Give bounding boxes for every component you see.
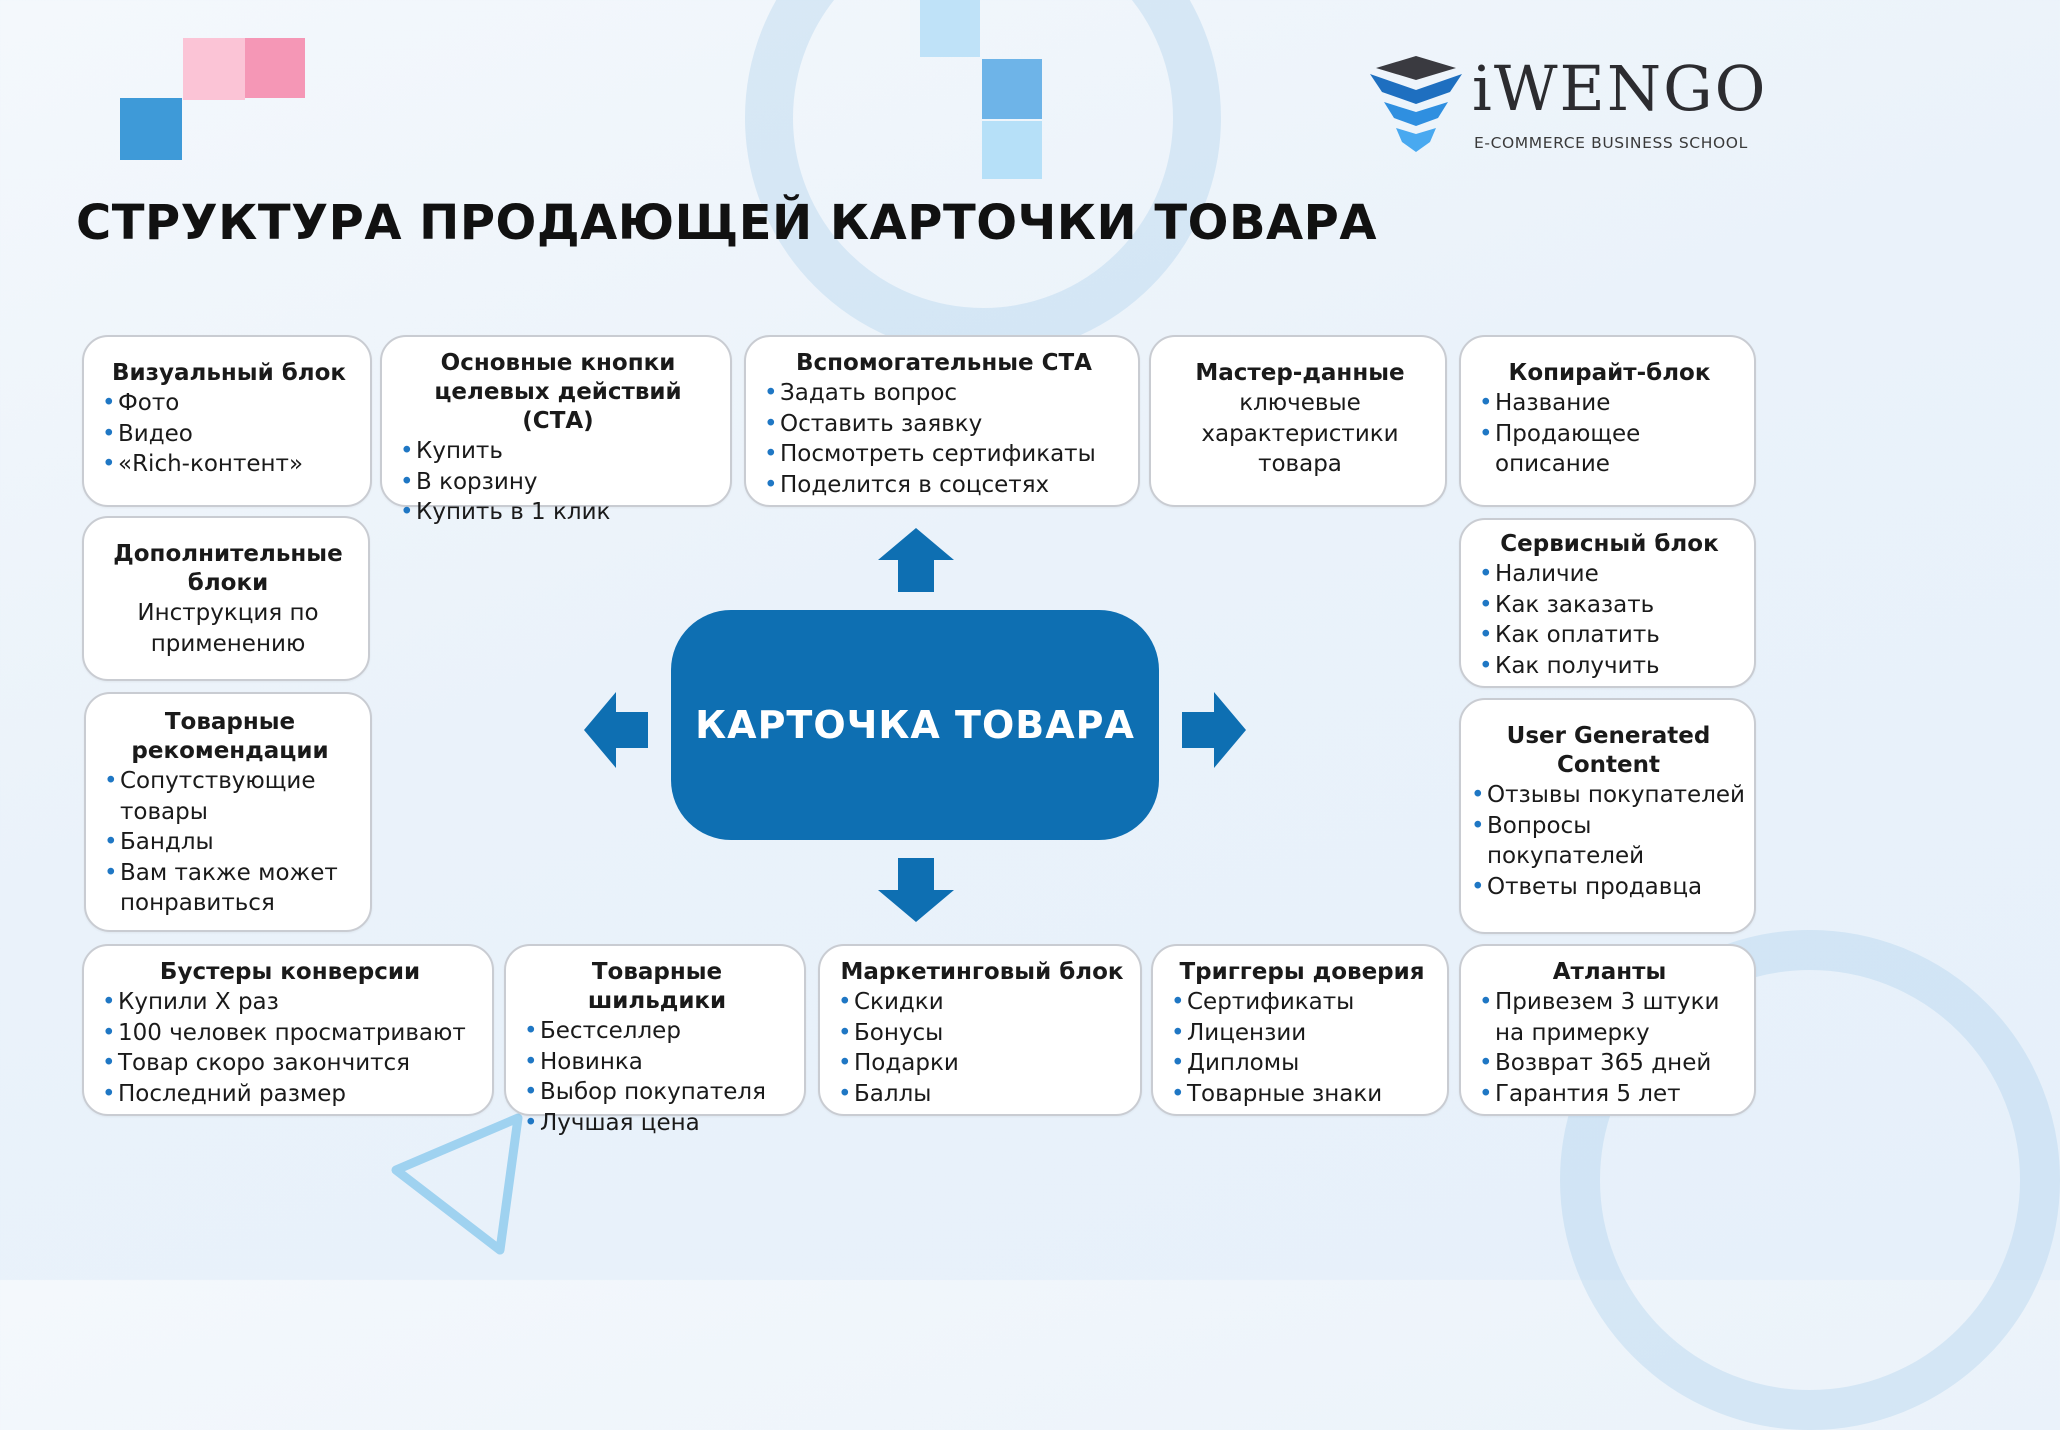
list-item: • Фото bbox=[102, 388, 356, 419]
list-item: • Сопутствующие товары bbox=[104, 766, 356, 827]
list-item: • Товар скоро закончится bbox=[102, 1048, 478, 1079]
list-item: • Выбор покупателя bbox=[524, 1077, 790, 1108]
arrow-right-icon bbox=[1180, 690, 1248, 770]
list-item: • Купить bbox=[400, 436, 716, 467]
list-item: • Продающее описание bbox=[1479, 419, 1740, 480]
block-title: User Generated Content bbox=[1506, 723, 1711, 778]
list-item: • В корзину bbox=[400, 467, 716, 498]
list-item: • Задать вопрос bbox=[764, 378, 1124, 409]
block-cta-main bbox=[380, 335, 732, 525]
list-item: • Лицензии bbox=[1171, 1018, 1433, 1049]
center-label: КАРТОЧКА ТОВАРА bbox=[695, 703, 1135, 747]
decor-square-light bbox=[982, 121, 1042, 179]
block-text: Инструкция по применению bbox=[137, 600, 319, 657]
list-item: • Подарки bbox=[838, 1048, 1126, 1079]
list-item: • Лучшая цена bbox=[524, 1108, 790, 1139]
logo-name: iWENGO bbox=[1472, 52, 1768, 125]
list-item: • Дипломы bbox=[1171, 1048, 1433, 1079]
list-item: • Посмотреть сертификаты bbox=[764, 439, 1124, 470]
decor-square-mid bbox=[982, 59, 1042, 119]
block-marketing bbox=[818, 944, 1142, 1116]
block-title: Копирайт-блок bbox=[1508, 360, 1711, 386]
list-item: • Как заказать bbox=[1479, 590, 1740, 621]
block-title: Визуальный блок bbox=[111, 360, 347, 386]
block-title: Дополнительные блоки bbox=[113, 541, 343, 596]
list-item: • Последний размер bbox=[102, 1079, 478, 1110]
decor-square-blue bbox=[120, 98, 182, 160]
list-item: • Привезем 3 штуки на примерку bbox=[1479, 987, 1740, 1048]
logo-subtitle: E-COMMERCE BUSINESS SCHOOL bbox=[1474, 134, 1748, 152]
block-title: Мастер-данные bbox=[1195, 360, 1405, 386]
block-additional bbox=[82, 516, 370, 681]
decor-square-pink bbox=[245, 38, 305, 98]
list-item: • Бандлы bbox=[104, 827, 356, 858]
block-title: Триггеры доверия bbox=[1179, 959, 1425, 985]
list-item: • Новинка bbox=[524, 1047, 790, 1078]
block-cta-aux bbox=[744, 335, 1140, 507]
block-visual bbox=[82, 335, 372, 507]
list-item: • Вопросы покупателей bbox=[1471, 811, 1746, 872]
logo bbox=[1368, 52, 1768, 156]
block-copywriting bbox=[1459, 335, 1756, 507]
list-item: • Как получить bbox=[1479, 651, 1740, 682]
block-atlants bbox=[1459, 944, 1756, 1116]
list-item: • «Rich-контент» bbox=[102, 449, 356, 480]
list-item: • Гарантия 5 лет bbox=[1479, 1079, 1740, 1110]
center-product-card bbox=[671, 610, 1159, 840]
decor-triangle bbox=[388, 1110, 528, 1260]
list-item: • Баллы bbox=[838, 1079, 1126, 1110]
page-title: СТРУКТУРА ПРОДАЮЩЕЙ КАРТОЧКИ ТОВАРА bbox=[76, 195, 1378, 251]
block-title: Бустеры конверсии bbox=[159, 959, 421, 985]
block-master-data bbox=[1149, 335, 1447, 507]
block-title: Сервисный блок bbox=[1500, 531, 1719, 557]
list-item: • Наличие bbox=[1479, 559, 1740, 590]
decor-square-sky bbox=[920, 0, 980, 57]
block-title: Основные кнопки целевых действий (СТА) bbox=[434, 350, 682, 434]
block-service bbox=[1459, 518, 1756, 688]
block-title: Товарные шильдики bbox=[587, 959, 727, 1014]
block-title: Вспомогательные СТА bbox=[796, 350, 1092, 376]
block-title: Товарные рекомендации bbox=[131, 709, 329, 764]
decor-square-lightpink bbox=[183, 38, 245, 100]
block-recommendations bbox=[84, 692, 372, 932]
list-item: • Вам также может понравиться bbox=[104, 858, 356, 919]
list-item: • Название bbox=[1479, 388, 1740, 419]
arrow-left-icon bbox=[582, 690, 650, 770]
list-item: • Оставить заявку bbox=[764, 409, 1124, 440]
block-text: ключевые характеристики товара bbox=[1201, 390, 1399, 477]
list-item: • Бонусы bbox=[838, 1018, 1126, 1049]
list-item: • 100 человек просматривают bbox=[102, 1018, 478, 1049]
block-badges bbox=[504, 944, 806, 1136]
list-item: • Поделится в соцсетях bbox=[764, 470, 1124, 501]
list-item: • Видео bbox=[102, 419, 356, 450]
block-boosters bbox=[82, 944, 494, 1116]
logo-emblem-icon bbox=[1368, 56, 1464, 156]
list-item: • Как оплатить bbox=[1479, 620, 1740, 651]
list-item: • Сертификаты bbox=[1171, 987, 1433, 1018]
list-item: • Возврат 365 дней bbox=[1479, 1048, 1740, 1079]
list-item: • Купить в 1 клик bbox=[400, 497, 716, 528]
block-ugc bbox=[1459, 698, 1756, 934]
block-title: Атланты bbox=[1552, 959, 1667, 985]
block-trust bbox=[1151, 944, 1449, 1116]
list-item: • Товарные знаки bbox=[1171, 1079, 1433, 1110]
list-item: • Купили Х раз bbox=[102, 987, 478, 1018]
arrow-up-icon bbox=[876, 526, 956, 594]
list-item: • Отзывы покупателей bbox=[1471, 780, 1746, 811]
list-item: • Бестселлер bbox=[524, 1016, 790, 1047]
list-item: • Скидки bbox=[838, 987, 1126, 1018]
list-item: • Ответы продавца bbox=[1471, 872, 1746, 903]
arrow-down-icon bbox=[876, 856, 956, 924]
block-title: Маркетинговый блок bbox=[840, 959, 1124, 985]
